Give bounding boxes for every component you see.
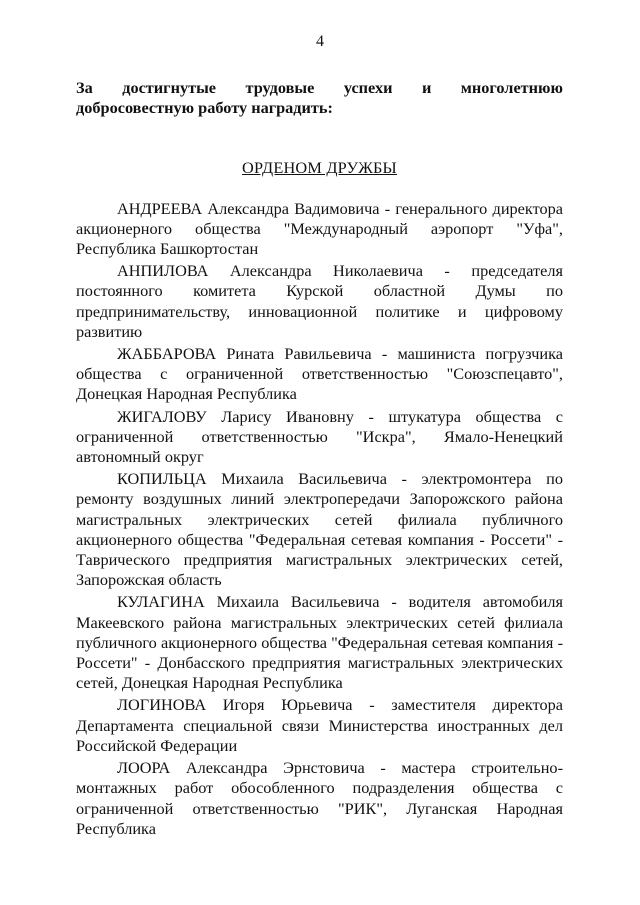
award-entry: ЛООРА Александра Эрнстовича - мастера строительно-монтажных работ обособленного подразделения общества с ограниченной ответственностью "РИК", Луганская Народная Республика: [76, 758, 563, 838]
intro-word: и: [421, 78, 432, 97]
document-body: [76, 78, 563, 841]
intro-word: достигнутые: [122, 78, 217, 97]
intro-word: За: [76, 78, 93, 97]
intro-line-2: добросовестную работу наградить:: [76, 98, 333, 118]
intro-word: трудовые: [245, 78, 315, 97]
page-number: 4: [316, 33, 324, 50]
award-entry: ЖИГАЛОВУ Ларису Ивановну - штукатура общества с ограниченной ответственностью "Искра", Ямало-Ненецкий автономный округ: [76, 406, 563, 467]
award-entry: ЛОГИНОВА Игоря Юрьевича - заместителя директора Департамента специальной связи Министерства иностранных дел Российской Федерации: [76, 695, 563, 755]
intro-word: успехи: [343, 78, 393, 97]
intro-line-1: [76, 78, 563, 98]
intro-word: многолетнюю: [460, 78, 563, 97]
award-entry: КУЛАГИНА Михаила Васильевича - водителя автомобиля Макеевского района магистральных электрических сетей филиала публичного акционерного общества "Федеральная сетевая компания - Россети" - Донбасского предприятия магистральных электрических сетей, Донецкая Народная Республика: [76, 592, 563, 693]
award-entry: ЖАББАРОВА Рината Равильевича - машиниста погрузчика общества с ограниченной ответственностью "Союзспецавто", Донецкая Народная Республика: [76, 344, 563, 404]
intro-paragraph: [76, 78, 563, 118]
award-entry: АНПИЛОВА Александра Николаевича - председателя постоянного комитета Курской областной Думы по предпринимательству, инновационной политике и цифровому развитию: [76, 261, 563, 341]
award-title: ОРДЕНОМ ДРУЖБЫ: [242, 158, 397, 178]
award-entry: АНДРЕЕВА Александра Вадимовича - генерального директора акционерного общества "Международный аэропорт "Уфа", Республика Башкортостан: [76, 198, 563, 259]
award-entry: КОПИЛЬЦА Михаила Васильевича - электромонтера по ремонту воздушных линий электропередачи Запорожского района магистральных электрических сетей филиала публичного акционерного общества "Федеральная сетевая компания - Россети" - Таврического предприятия магистральных электрических сетей, Запорожская область: [76, 469, 563, 590]
